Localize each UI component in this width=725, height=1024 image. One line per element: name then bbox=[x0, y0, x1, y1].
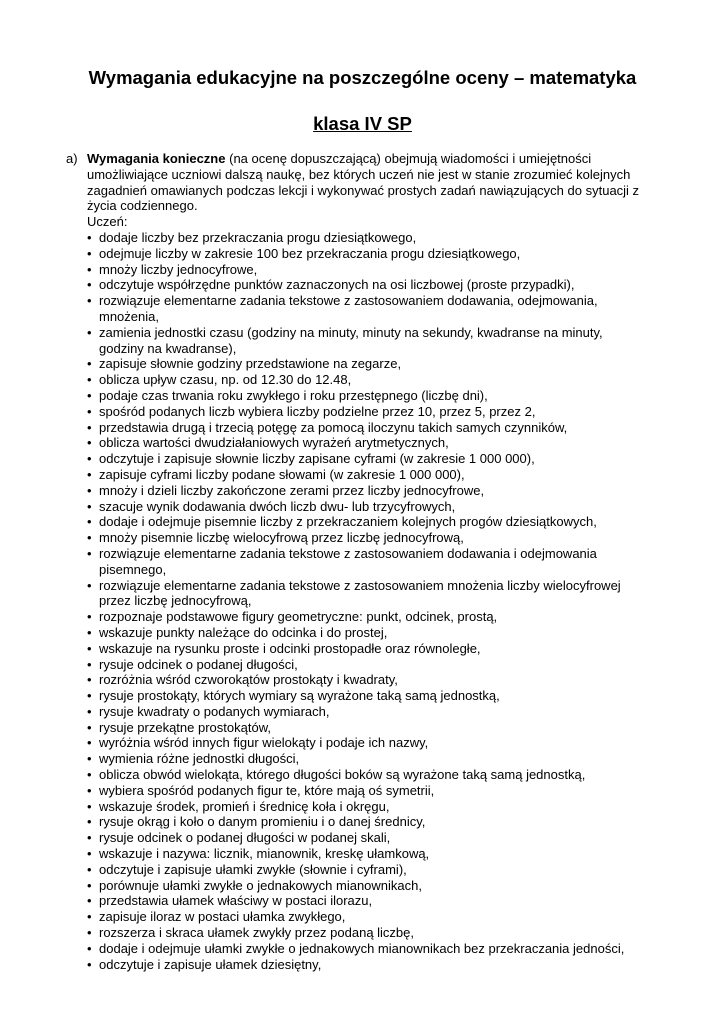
bullet-icon: • bbox=[87, 293, 92, 309]
intro-line-2: umożliwiające uczniowi dalszą naukę, bez których uczeń nie jest w stanie zrozumieć kolejnych bbox=[87, 166, 631, 182]
list-item bbox=[87, 720, 666, 736]
bullet-icon: • bbox=[87, 703, 92, 719]
intro-line-4: życia codziennego. bbox=[87, 198, 198, 214]
bullet-icon: • bbox=[87, 229, 92, 245]
list-item-text: wyróżnia wśród innych figur wielokąty i podaje ich nazwy, bbox=[99, 735, 429, 751]
list-item bbox=[87, 467, 666, 483]
list-item-text: rysuje odcinek o podanej długości, bbox=[99, 656, 298, 672]
list-item-text: dodaje liczby bez przekraczania progu dziesiątkowego, bbox=[99, 229, 417, 245]
list-item bbox=[87, 735, 666, 751]
intro-line-1: (na ocenę dopuszczającą) obejmują wiadomości i umiejętności bbox=[229, 151, 592, 166]
bullet-icon: • bbox=[87, 530, 92, 546]
list-item-text: rozwiązuje elementarne zadania tekstowe z zastosowaniem mnożenia liczby wielocyfrowej bbox=[99, 577, 621, 593]
bullet-icon: • bbox=[87, 624, 92, 640]
section-heading: Wymagania konieczne bbox=[87, 151, 226, 166]
bullet-icon: • bbox=[87, 893, 92, 909]
list-item bbox=[87, 578, 666, 610]
section-body bbox=[87, 151, 666, 972]
list-item bbox=[87, 277, 666, 293]
list-item-text: wymienia różne jednostki długości, bbox=[99, 751, 300, 767]
bullet-icon: • bbox=[87, 261, 92, 277]
list-item-text: zapisuje cyframi liczby podane słowami (w zakresie 1 000 000), bbox=[99, 466, 465, 482]
section-a bbox=[66, 151, 666, 972]
list-item-continuation: godziny na kwadranse), bbox=[99, 340, 237, 356]
bullet-icon: • bbox=[87, 466, 92, 482]
bullet-icon: • bbox=[87, 514, 92, 530]
list-item-text: mnoży liczby jednocyfrowe, bbox=[99, 261, 258, 277]
bullet-icon: • bbox=[87, 356, 92, 372]
bullet-icon: • bbox=[87, 798, 92, 814]
list-item-text: dodaje i odejmuje ułamki zwykłe o jednakowych mianownikach bez przekraczania jedności, bbox=[99, 940, 625, 956]
bullet-icon: • bbox=[87, 925, 92, 941]
bullet-icon: • bbox=[87, 435, 92, 451]
list-item-text: rozwiązuje elementarne zadania tekstowe z zastosowaniem dodawania i odejmowania bbox=[99, 545, 597, 561]
bullet-icon: • bbox=[87, 956, 92, 972]
list-item-text: rozróżnia wśród czworokątów prostokąty i kwadraty, bbox=[99, 672, 398, 688]
list-item bbox=[87, 704, 666, 720]
list-item-text: wskazuje środek, promień i średnicę koła i okręgu, bbox=[99, 798, 390, 814]
bullet-icon: • bbox=[87, 419, 92, 435]
list-item-text: oblicza wartości dwudziałaniowych wyrażeń arytmetycznych, bbox=[99, 435, 449, 451]
list-item bbox=[87, 372, 666, 388]
list-item bbox=[87, 625, 666, 641]
bullet-icon: • bbox=[87, 688, 92, 704]
list-item bbox=[87, 893, 666, 909]
list-item bbox=[87, 356, 666, 372]
list-item bbox=[87, 388, 666, 404]
bullet-icon: • bbox=[87, 482, 92, 498]
list-item-text: rysuje przekątne prostokątów, bbox=[99, 719, 271, 735]
list-item-text: wybiera spośród podanych figur te, które mają oś symetrii, bbox=[99, 782, 435, 798]
list-item bbox=[87, 451, 666, 467]
list-item bbox=[87, 546, 666, 578]
list-item-text: mnoży i dzieli liczby zakończone zerami przez liczby jednocyfrowe, bbox=[99, 482, 485, 498]
list-item bbox=[87, 293, 666, 325]
bullet-icon: • bbox=[87, 545, 92, 561]
list-item bbox=[87, 957, 666, 973]
list-item-text: odejmuje liczby w zakresie 100 bez przekraczania progu dziesiątkowego, bbox=[99, 245, 521, 261]
list-item-text: przedstawia ułamek właściwy w postaci ilorazu, bbox=[99, 893, 373, 909]
list-item-text: zapisuje iloraz w postaci ułamka zwykłego, bbox=[99, 909, 346, 925]
bullet-icon: • bbox=[87, 609, 92, 625]
bullet-icon: • bbox=[87, 735, 92, 751]
list-item-text: dodaje i odejmuje pisemnie liczby z przekraczaniem kolejnych progów dziesiątkowych, bbox=[99, 514, 597, 530]
bullet-icon: • bbox=[87, 877, 92, 893]
list-item bbox=[87, 909, 666, 925]
bullet-icon: • bbox=[87, 767, 92, 783]
list-item bbox=[87, 799, 666, 815]
list-item-text: oblicza obwód wielokąta, którego długości boków są wyrażone taką samą jednostką, bbox=[99, 767, 586, 783]
list-item-continuation: pisemnego, bbox=[99, 561, 167, 577]
list-item-text: rysuje prostokąty, których wymiary są wyrażone taką samą jednostką, bbox=[99, 688, 500, 704]
list-item-continuation: mnożenia, bbox=[99, 308, 159, 324]
list-item bbox=[87, 641, 666, 657]
list-item bbox=[87, 325, 666, 357]
list-item-text: przedstawia drugą i trzecią potęgę za pomocą iloczynu takich samych czynników, bbox=[99, 419, 568, 435]
list-item bbox=[87, 530, 666, 546]
list-item-text: rozszerza i skraca ułamek zwykły przez podaną liczbę, bbox=[99, 925, 415, 941]
bullet-icon: • bbox=[87, 451, 92, 467]
list-item bbox=[87, 925, 666, 941]
list-item-text: rysuje kwadraty o podanych wymiarach, bbox=[99, 703, 330, 719]
list-item bbox=[87, 420, 666, 436]
list-item bbox=[87, 483, 666, 499]
intro-line-3: zagadnień omawianych podczas lekcji i wykonywać prostych zadań nawiązujących do sytuacji z bbox=[87, 182, 640, 198]
list-item bbox=[87, 767, 666, 783]
list-item-text: odczytuje i zapisuje ułamki zwykłe (słownie i cyframi), bbox=[99, 861, 407, 877]
list-item-text: odczytuje współrzędne punktów zaznaczonych na osi liczbowej (proste przypadki), bbox=[99, 277, 575, 293]
list-item-text: rysuje odcinek o podanej długości w podanej skali, bbox=[99, 830, 391, 846]
list-item bbox=[87, 862, 666, 878]
requirements-list bbox=[87, 230, 666, 972]
bullet-icon: • bbox=[87, 277, 92, 293]
list-item bbox=[87, 672, 666, 688]
bullet-icon: • bbox=[87, 830, 92, 846]
bullet-icon: • bbox=[87, 498, 92, 514]
list-item bbox=[87, 435, 666, 451]
list-item-text: szacuje wynik dodawania dwóch liczb dwu- lub trzycyfrowych, bbox=[99, 498, 456, 514]
bullet-icon: • bbox=[87, 782, 92, 798]
bullet-icon: • bbox=[87, 372, 92, 388]
bullet-icon: • bbox=[87, 324, 92, 340]
list-item-text: zapisuje słownie godziny przedstawione na zegarze, bbox=[99, 356, 402, 372]
list-item-continuation: przez liczbę jednocyfrową, bbox=[99, 593, 252, 609]
section-intro bbox=[87, 151, 666, 167]
list-item-text: podaje czas trwania roku zwykłego i roku przestępnego (liczbę dni), bbox=[99, 387, 488, 403]
list-item bbox=[87, 846, 666, 862]
list-item bbox=[87, 657, 666, 673]
bullet-icon: • bbox=[87, 814, 92, 830]
list-item bbox=[87, 262, 666, 278]
list-item-text: mnoży pisemnie liczbę wielocyfrową przez liczbę jednocyfrową, bbox=[99, 530, 464, 546]
list-item bbox=[87, 514, 666, 530]
section-marker: a) bbox=[66, 151, 78, 166]
bullet-icon: • bbox=[87, 387, 92, 403]
list-item-text: odczytuje i zapisuje słownie liczby zapisane cyframi (w zakresie 1 000 000), bbox=[99, 451, 535, 467]
list-item-text: porównuje ułamki zwykłe o jednakowych mianownikach, bbox=[99, 877, 422, 893]
list-item bbox=[87, 246, 666, 262]
list-item bbox=[87, 751, 666, 767]
list-item-text: rozwiązuje elementarne zadania tekstowe z zastosowaniem dodawania, odejmowania, bbox=[99, 293, 598, 309]
list-item-text: wskazuje i nazywa: licznik, mianownik, kreskę ułamkową, bbox=[99, 846, 430, 862]
bullet-icon: • bbox=[87, 245, 92, 261]
list-item bbox=[87, 609, 666, 625]
list-item bbox=[87, 878, 666, 894]
list-item-text: wskazuje na rysunku proste i odcinki prostopadłe oraz równoległe, bbox=[99, 640, 481, 656]
list-item-text: zamienia jednostki czasu (godziny na minuty, minuty na sekundy, kwadranse na minuty, bbox=[99, 324, 603, 340]
list-item-text: odczytuje i zapisuje ułamek dziesiętny, bbox=[99, 956, 322, 972]
list-item-text: wskazuje punkty należące do odcinka i do prostej, bbox=[99, 624, 388, 640]
student-label: Uczeń: bbox=[87, 214, 128, 230]
list-item bbox=[87, 814, 666, 830]
list-item-text: oblicza upływ czasu, np. od 12.30 do 12.48, bbox=[99, 372, 352, 388]
list-item bbox=[87, 830, 666, 846]
list-item bbox=[87, 783, 666, 799]
bullet-icon: • bbox=[87, 909, 92, 925]
list-item bbox=[87, 688, 666, 704]
list-item bbox=[87, 941, 666, 957]
bullet-icon: • bbox=[87, 846, 92, 862]
document-title: Wymagania edukacyjne na poszczególne oceny – matematyka bbox=[88, 67, 637, 88]
list-item bbox=[87, 230, 666, 246]
bullet-icon: • bbox=[87, 672, 92, 688]
bullet-icon: • bbox=[87, 751, 92, 767]
bullet-icon: • bbox=[87, 719, 92, 735]
list-item-text: rozpoznaje podstawowe figury geometryczne: punkt, odcinek, prostą, bbox=[99, 609, 498, 625]
bullet-icon: • bbox=[87, 640, 92, 656]
list-item bbox=[87, 499, 666, 515]
bullet-icon: • bbox=[87, 577, 92, 593]
bullet-icon: • bbox=[87, 940, 92, 956]
list-item-text: rysuje okrąg i koło o danym promieniu i o danej średnicy, bbox=[99, 814, 426, 830]
list-item bbox=[87, 404, 666, 420]
document-subtitle: klasa IV SP bbox=[313, 113, 412, 134]
bullet-icon: • bbox=[87, 656, 92, 672]
list-item-text: spośród podanych liczb wybiera liczby podzielne przez 10, przez 5, przez 2, bbox=[99, 403, 536, 419]
bullet-icon: • bbox=[87, 403, 92, 419]
bullet-icon: • bbox=[87, 861, 92, 877]
